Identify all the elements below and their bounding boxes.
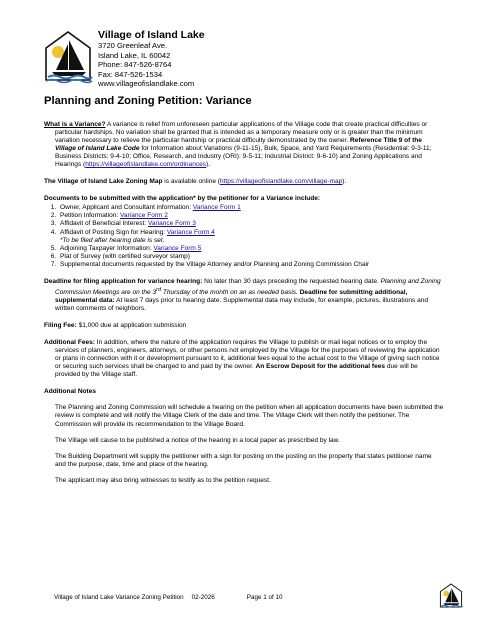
zoning-map-end: ). — [342, 178, 347, 186]
website[interactable]: www.villageofislandlake.com — [98, 79, 195, 88]
page-footer — [54, 594, 314, 601]
list-item — [58, 245, 444, 253]
list-item — [58, 220, 444, 228]
notes-paragraph-4: The applicant may also bring witnesses to testify as to the petition request. — [55, 476, 271, 484]
fax-number: Fax: 847-526-1534 — [98, 69, 163, 79]
documents-list — [44, 204, 444, 268]
variance-form-4-link[interactable]: Variance Form 4 — [166, 228, 215, 236]
variance-form-3-link[interactable]: Variance Form 3 — [147, 220, 196, 228]
zoning-map-label: The Village of Island Lake Zoning Map — [44, 178, 163, 186]
village-contact-block — [98, 29, 205, 89]
what-text-2: for Information about Variations (9-11-15), Bulk, Space, and Yard Requirements (Residential: 9-3-11; Business Districts: 9-4-10; Office, Research, and Industry (ORI): 9-5-11; Industrial District: 9-6-10) and Zoning Applications and Hearings ( — [55, 145, 432, 169]
additional-fees-text: In addition, where the nature of the application requires the Village to publish or mail legal notices or to employ the services of planners, engineers, attorneys, or other persons not employed by the Village for the purposes of reviewing the application or plans in connection with it or development pursuant to it, additional fees equal to the actual cost to the Village of giving such notice or securing such services shall be charged to and paid by the owner. — [55, 339, 440, 371]
additional-notes-heading: Additional Notes — [44, 388, 97, 396]
list-item-text: Affidavit of Posting Sign for Hearing: — [60, 228, 167, 236]
variance-form-2-link[interactable]: Variance Form 2 — [120, 212, 168, 220]
footer-document-name: Village of Island Lake Variance Zoning Petition — [54, 594, 184, 601]
meeting-schedule-2: Thursday of the month on an as needed basis. — [161, 288, 298, 296]
notes-paragraph-1: The Planning and Zoning Commission will schedule a hearing on the petition when all application documents have been submitted the review is complete and will notify the Village Clerk of the date and time. The Village Clerk will then notify the petitioner. The Commission will provide its recommendation to the Village Board. — [55, 404, 444, 428]
deadline-paragraph — [44, 278, 444, 313]
list-item — [58, 212, 444, 220]
supplemental-deadline-text: At least 7 days prior to hearing date. Supplemental data may include, for example, pictures, illustrations and written comments of neighbors. — [55, 297, 429, 313]
variance-form-1-link[interactable]: Variance Form 1 — [192, 204, 241, 212]
phone-number: Phone: 847-526-8764 — [98, 60, 172, 69]
additional-fees-paragraph — [44, 339, 444, 379]
posting-note: *To be filed after hearing date is set. — [60, 236, 165, 244]
list-item-text: Plat of Survey (with certified surveyor stamp) — [60, 252, 190, 260]
list-item-text: Adjoining Taxpayer Information: — [60, 244, 154, 252]
additional-fees-label: Additional Fees: — [44, 339, 95, 347]
deadline-text: No later than 30 days preceding the requested hearing date. — [202, 277, 381, 285]
zoning-map-paragraph — [44, 178, 444, 186]
meeting-schedule: Planning and Zoning Commission Meetings are on the 3 — [55, 277, 441, 296]
list-item-text: Owner, Applicant and Consultant information: — [60, 204, 193, 212]
documents-heading: Documents to be submitted with the application* by the petitioner for a Variance include: — [44, 195, 321, 203]
supplemental-deadline-label: Deadline for submitting additional, supplemental data: — [55, 288, 408, 305]
deadline-label: Deadline for filing application for variance hearing: — [44, 277, 203, 285]
code-title: Village of Island Lake Code — [55, 145, 140, 153]
village-name: Village of Island Lake — [98, 29, 205, 41]
list-item — [58, 204, 444, 212]
list-item-text: Affidavit of Beneficial Interest: — [60, 220, 148, 228]
what-label: What is a Variance? — [44, 121, 106, 128]
document-body — [44, 121, 444, 493]
additional-notes-section — [44, 388, 444, 484]
list-item-text: Petition Information: — [60, 212, 121, 220]
ordinal-suffix: rd — [156, 286, 162, 293]
documents-section — [44, 195, 444, 268]
page-number: Page 1 of 10 — [246, 594, 283, 601]
list-item — [58, 229, 444, 245]
notes-paragraph-2: The Village will cause to be published a notice of the hearing in a local paper as prescribed by law. — [55, 436, 340, 444]
what-text: A variance is relief from unforeseen particular applications of the Village code that create practical difficulties or particular hardships. No variation shall be granted that is intended as a temporary measure only or is greater than the minimum variation necessary to relieve the particular hardship or practical difficulty demonstrated by the owner. — [55, 121, 428, 145]
filing-fee-text: $1,000 due at application submission — [76, 322, 187, 330]
escrow-deposit: An Escrow Deposit for the additional fees — [255, 363, 386, 371]
zoning-map-text: is available online ( — [162, 178, 220, 186]
ordinances-link[interactable]: https://villageofislandlake.com/ordinances — [85, 161, 207, 169]
village-logo — [42, 30, 94, 84]
document-title: Planning and Zoning Petition: Variance — [44, 95, 252, 107]
variance-form-5-link[interactable]: Variance Form 5 — [153, 244, 202, 252]
list-item — [58, 261, 444, 269]
filing-fee-paragraph — [44, 322, 444, 330]
list-item-text: Supplemental documents requested by the Village Attorney and/or Planning and Zoning Commission Chair — [60, 260, 370, 268]
what-is-variance-paragraph — [44, 121, 444, 169]
footer-date: 02-2026 — [191, 594, 215, 601]
filing-fee-label: Filing Fee: — [44, 322, 77, 330]
list-item — [58, 253, 444, 261]
footer-logo — [438, 583, 464, 609]
what-text-3: ). — [206, 161, 211, 169]
village-map-link[interactable]: https://villageofislandlake.com/village-map — [219, 178, 343, 186]
what-reference: Reference Title 9 of the — [350, 137, 422, 145]
notes-paragraph-3: The Building Department will supply the petitioner with a sign for posting on the posting on the property that states petitioner name and the purpose, date, time and place of the hearing. — [55, 452, 432, 468]
additional-fees-end: due will be provided by the Village staff. — [55, 363, 418, 379]
address-line-2: Island Lake, IL 60042 — [98, 50, 171, 60]
address-line-1: 3720 Greenleaf Ave. — [98, 41, 168, 50]
